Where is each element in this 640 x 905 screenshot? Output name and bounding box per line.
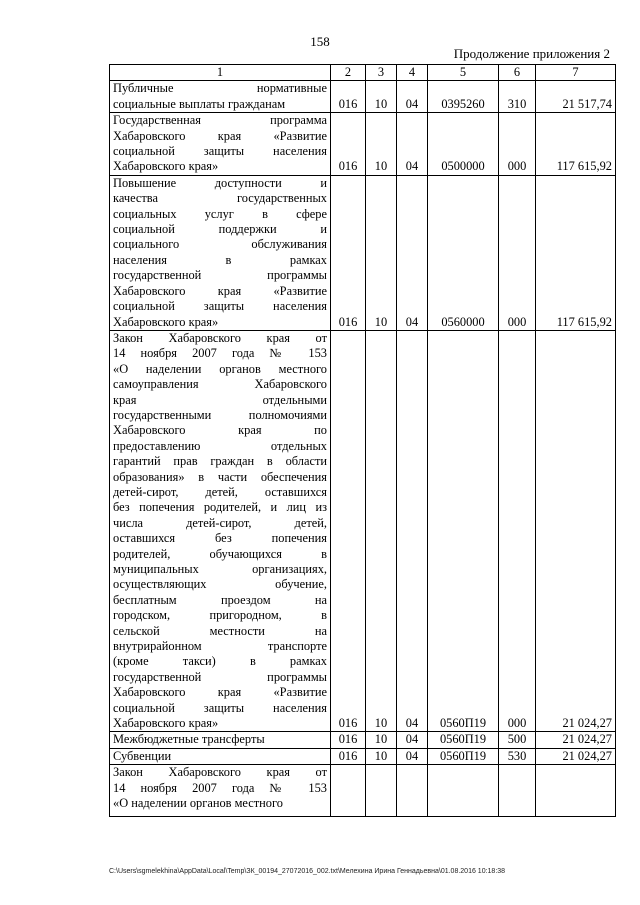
- description-line: 14 ноября 2007 года № 153: [113, 780, 327, 795]
- description-line: образования» в части обеспечения: [113, 469, 327, 484]
- row-expense-type: 000: [499, 175, 536, 330]
- table-row: [110, 732, 616, 748]
- row-expense-type: 310: [499, 81, 536, 113]
- description-line: Повышение доступности и: [113, 175, 327, 190]
- header-col-6: 6: [499, 65, 536, 81]
- description-line: осуществляющих обучение,: [113, 577, 327, 592]
- description-line: бесплатным проездом на: [113, 592, 327, 607]
- header-col-3: 3: [366, 65, 397, 81]
- row-section: 10: [366, 748, 397, 764]
- row-section: 10: [366, 330, 397, 732]
- description-line: социального обслуживания: [113, 237, 327, 252]
- row-section: 10: [366, 175, 397, 330]
- row-description: [110, 175, 331, 330]
- description-line: 14 ноября 2007 года № 153: [113, 346, 327, 361]
- file-path-footer: C:\Users\sgmelekhina\AppData\Local\Temp\ЗК_00194_27072016_002.txt\Мелехина Ирина Геннадьевна\01.08.2016 10:18:38: [109, 868, 506, 875]
- description-line: Межбюджетные трансферты: [113, 732, 265, 747]
- description-line: оставшихся без попечения: [113, 531, 327, 546]
- row-amount: 21 517,74: [536, 81, 616, 113]
- table-row: [110, 81, 616, 113]
- row-description: [110, 732, 331, 748]
- row-section: [366, 765, 397, 817]
- description-line: социальной защиты населения: [113, 299, 327, 314]
- row-target-article: 0500000: [428, 113, 499, 176]
- description-line: сельской местности на: [113, 623, 327, 638]
- row-expense-type: 000: [499, 330, 536, 732]
- row-amount: 21 024,27: [536, 748, 616, 764]
- row-amount: 21 024,27: [536, 330, 616, 732]
- description-line: Хабаровского края «Развитие: [113, 283, 327, 298]
- row-admin-code: 016: [331, 732, 366, 748]
- row-amount: 117 615,92: [536, 113, 616, 176]
- row-target-article: 0560П19: [428, 748, 499, 764]
- description-line: социальной защиты населения: [113, 144, 327, 159]
- row-target-article: 0560П19: [428, 330, 499, 732]
- description-line: Субвенции: [113, 748, 172, 763]
- description-line: детей-сирот, детей, оставшихся: [113, 484, 327, 499]
- row-description: [110, 81, 331, 113]
- row-subsection: 04: [397, 113, 428, 176]
- row-admin-code: [331, 765, 366, 817]
- description-line: внутрирайонном транспорте: [113, 639, 327, 654]
- description-line: государственными полномочиями: [113, 407, 327, 422]
- row-description: [110, 330, 331, 732]
- header-col-7: 7: [536, 65, 616, 81]
- table-body: [110, 81, 616, 817]
- description-line: самоуправления Хабаровского: [113, 377, 327, 392]
- row-section: 10: [366, 732, 397, 748]
- row-target-article: 0560П19: [428, 732, 499, 748]
- header-col-1: 1: [110, 65, 331, 81]
- row-subsection: [397, 765, 428, 817]
- table-row: [110, 113, 616, 176]
- description-line: городском, пригородном, в: [113, 608, 327, 623]
- description-line: Хабаровского края «Развитие: [113, 685, 327, 700]
- description-line: Хабаровского края по: [113, 423, 327, 438]
- table-row: [110, 175, 616, 330]
- row-amount: 21 024,27: [536, 732, 616, 748]
- description-line: гарантий прав граждан в области: [113, 454, 327, 469]
- description-line: края отдельными: [113, 392, 327, 407]
- description-line: населения в рамках: [113, 252, 327, 267]
- description-line: «О наделении органов местного: [113, 361, 327, 376]
- row-admin-code: 016: [331, 175, 366, 330]
- budget-table: [109, 64, 616, 817]
- row-expense-type: 500: [499, 732, 536, 748]
- description-line: (кроме такси) в рамках: [113, 654, 327, 669]
- row-subsection: 04: [397, 81, 428, 113]
- row-expense-type: 530: [499, 748, 536, 764]
- table-row: [110, 765, 616, 817]
- description-line: Хабаровского края»: [113, 314, 219, 329]
- description-line: Хабаровского края «Развитие: [113, 128, 327, 143]
- description-line: муниципальных организациях,: [113, 562, 327, 576]
- description-line: предоставлению отдельных: [113, 438, 327, 453]
- row-section: 10: [366, 81, 397, 113]
- row-admin-code: 016: [331, 81, 366, 113]
- description-line: родителей, обучающихся в: [113, 546, 327, 561]
- row-section: 10: [366, 113, 397, 176]
- row-subsection: 04: [397, 748, 428, 764]
- description-line: социальные выплаты гражданам: [113, 96, 286, 111]
- row-admin-code: 016: [331, 748, 366, 764]
- row-expense-type: [499, 765, 536, 817]
- description-line: государственной программы: [113, 268, 327, 283]
- description-line: числа детей-сирот, детей,: [113, 515, 327, 530]
- header-col-5: 5: [428, 65, 499, 81]
- row-admin-code: 016: [331, 330, 366, 732]
- continuation-label: Продолжение приложения 2: [453, 46, 610, 61]
- description-line: социальной поддержки и: [113, 222, 327, 237]
- description-line: социальной защиты населения: [113, 700, 327, 715]
- description-line: Публичные нормативные: [113, 81, 327, 96]
- row-amount: [536, 765, 616, 817]
- row-description: [110, 113, 331, 176]
- description-line: Государственная программа: [113, 113, 327, 128]
- row-target-article: 0395260: [428, 81, 499, 113]
- row-subsection: 04: [397, 732, 428, 748]
- description-line: Закон Хабаровского края от: [113, 330, 327, 345]
- row-amount: 117 615,92: [536, 175, 616, 330]
- description-line: Хабаровского края»: [113, 159, 219, 174]
- table-row: [110, 748, 616, 764]
- description-line: «О наделении органов местного: [113, 796, 283, 811]
- row-target-article: [428, 765, 499, 817]
- description-line: Хабаровского края»: [113, 716, 219, 731]
- description-line: Закон Хабаровского края от: [113, 765, 327, 780]
- description-line: социальных услуг в сфере: [113, 206, 327, 221]
- page-number: 158: [310, 34, 330, 49]
- description-line: государственной программы: [113, 669, 327, 684]
- row-target-article: 0560000: [428, 175, 499, 330]
- description-line: без попечения родителей, и лиц из: [113, 500, 327, 515]
- table-row: [110, 330, 616, 732]
- row-admin-code: 016: [331, 113, 366, 176]
- row-expense-type: 000: [499, 113, 536, 176]
- row-subsection: 04: [397, 330, 428, 732]
- row-description: [110, 748, 331, 764]
- header-col-2: 2: [331, 65, 366, 81]
- description-line: качества государственных: [113, 191, 327, 206]
- header-row: [110, 65, 616, 81]
- row-subsection: 04: [397, 175, 428, 330]
- row-description: [110, 765, 331, 817]
- header-col-4: 4: [397, 65, 428, 81]
